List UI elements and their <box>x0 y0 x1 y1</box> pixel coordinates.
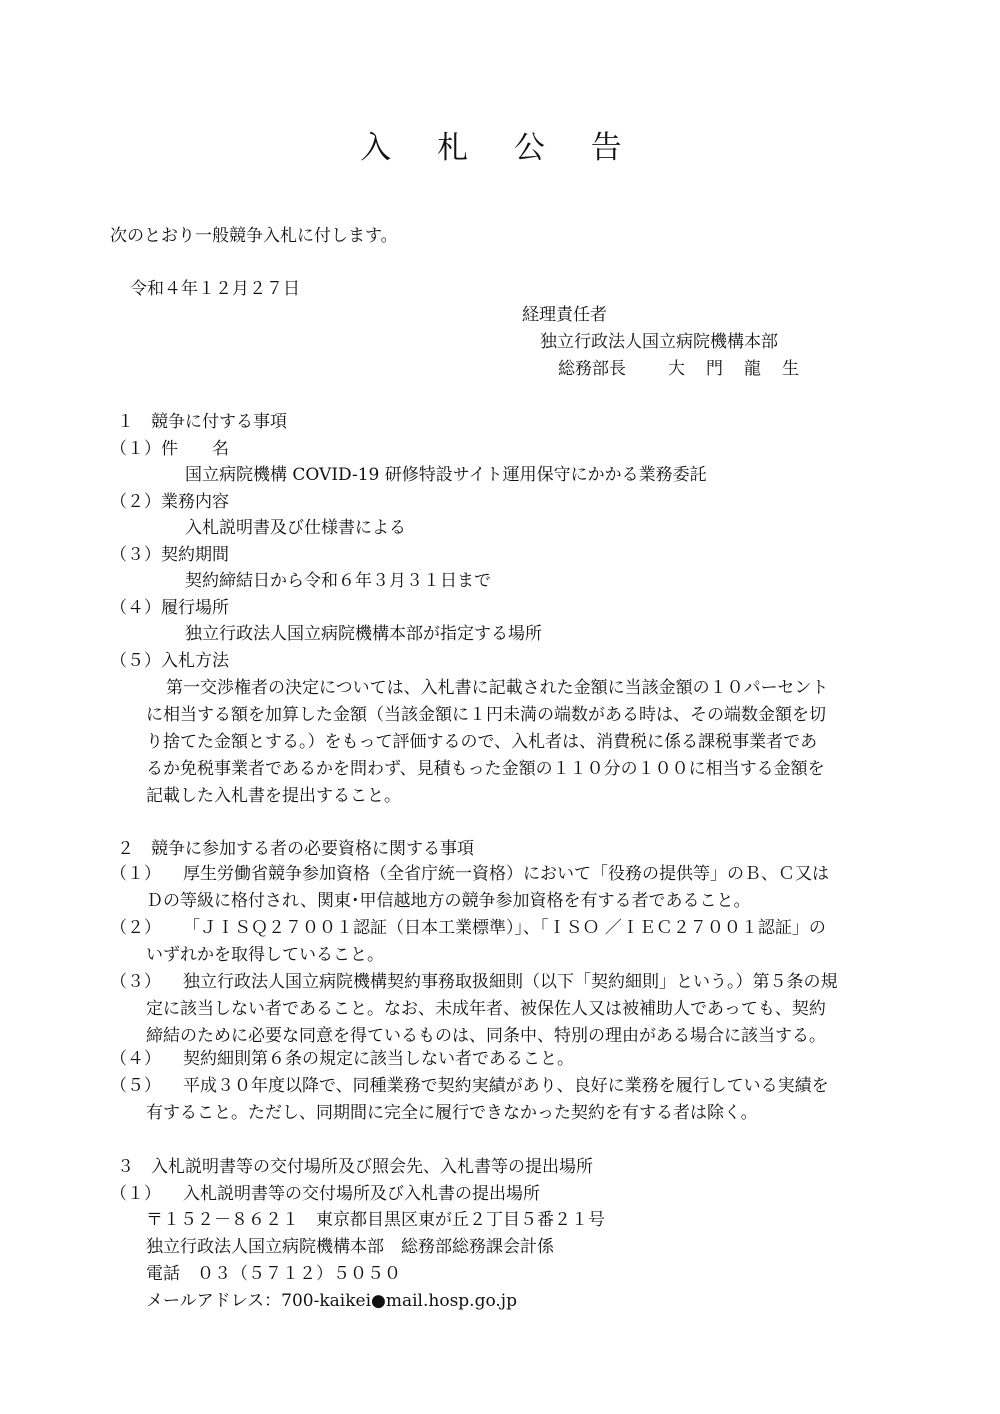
item-body: 国立病院機構 COVID-19 研修特設サイト運用保守にかかる業務委託 <box>185 465 707 485</box>
item-line: 平成３０年度以降で、同種業務で契約実績があり、良好に業務を履行している実績を <box>183 1076 829 1096</box>
item-body-line: に相当する額を加算した金額（当該金額に１円未満の端数がある時は、その端数金額を切 <box>146 705 826 725</box>
item-body: 独立行政法人国立病院機構本部が指定する場所 <box>185 624 542 644</box>
item-label: （１）件 名 <box>110 439 229 459</box>
item-number: （４） <box>110 1049 161 1069</box>
item-line: Ｄの等級に格付され、関東･甲信越地方の競争参加資格を有する者であること。 <box>146 891 751 911</box>
contact-email: メールアドレス：700-kaikei●mail.hosp.go.jp <box>146 1291 517 1311</box>
item-line: 厚生労働省競争参加資格（全省庁統一資格）において「役務の提供等」のＢ、Ｃ又は <box>183 864 829 884</box>
item-line: 「ＪＩＳＱ２７００１認証（日本工業標準）」、「ＩＳＯ ／ＩＥＣ２７００１認証」の <box>183 918 826 938</box>
item-label: （２）業務内容 <box>110 492 229 512</box>
item-body-line: 記載した入札書を提出すること。 <box>146 786 401 806</box>
item-line: 契約細則第６条の規定に該当しない者であること。 <box>183 1049 574 1069</box>
item-line: 締結のために必要な同意を得ているものは、同条中、特別の理由がある場合に該当する。 <box>146 1026 826 1046</box>
item-line: いずれかを取得していること。 <box>146 945 384 965</box>
item-body: 入札説明書及び仕様書による <box>185 518 406 538</box>
item-label: （３）契約期間 <box>110 545 229 565</box>
section1-heading: １ 競争に付する事項 <box>117 412 287 432</box>
contact-org: 独立行政法人国立病院機構本部 総務部総務課会計係 <box>146 1237 554 1257</box>
item-label: （５）入札方法 <box>110 651 229 671</box>
item-line: 独立行政法人国立病院機構契約事務取扱細則（以下「契約細則」という。）第５条の規 <box>183 972 838 992</box>
item-body-line: 第一交渉権者の決定については、入札書に記載された金額に当該金額の１０パーセント <box>166 678 829 698</box>
intro-text: 次のとおり一般競争入札に付します。 <box>110 226 398 246</box>
notice-date: 令和４年１２月２７日 <box>130 279 300 299</box>
item-number: （１） <box>110 864 161 884</box>
item-line: 有すること。ただし、同期間に完全に履行できなかった契約を有する者は除く。 <box>146 1103 758 1123</box>
issuer-org: 独立行政法人国立病院機構本部 <box>540 332 778 352</box>
item-number: （３） <box>110 972 161 992</box>
item-body: 契約締結日から令和６年３月３１日まで <box>185 571 491 591</box>
section2-heading: ２ 競争に参加する者の必要資格に関する事項 <box>117 839 474 859</box>
issuer-name: 大 門 龍 生 <box>668 359 801 379</box>
contact-phone: 電話 ０３（５７１２）５０５０ <box>146 1264 401 1284</box>
item-number: （１） <box>110 1184 161 1204</box>
item-label: （４）履行場所 <box>110 598 229 618</box>
item-number: （５） <box>110 1076 161 1096</box>
contact-address: 〒１５２－８６２１ 東京都目黒区東が丘２丁目５番２１号 <box>146 1210 605 1230</box>
item-body-line: り捨てた金額とする。）をもって評価するので、入札者は、消費税に係る課税事業者であ <box>146 732 818 752</box>
issuer-role: 経理責任者 <box>522 305 607 325</box>
item-body-line: るか免税事業者であるかを問わず、見積もった金額の１１０分の１００に相当する金額を <box>146 759 825 779</box>
item-title: 入札説明書等の交付場所及び入札書の提出場所 <box>183 1184 540 1204</box>
section3-heading: ３ 入札説明書等の交付場所及び照会先、入札書等の提出場所 <box>117 1157 593 1177</box>
item-number: （２） <box>110 918 161 938</box>
issuer-position: 総務部長 <box>558 359 626 379</box>
page-title: 入 札 公 告 <box>360 130 640 166</box>
item-line: 定に該当しない者であること。なお、未成年者、被保佐人又は被補助人であっても、契約 <box>146 999 826 1019</box>
